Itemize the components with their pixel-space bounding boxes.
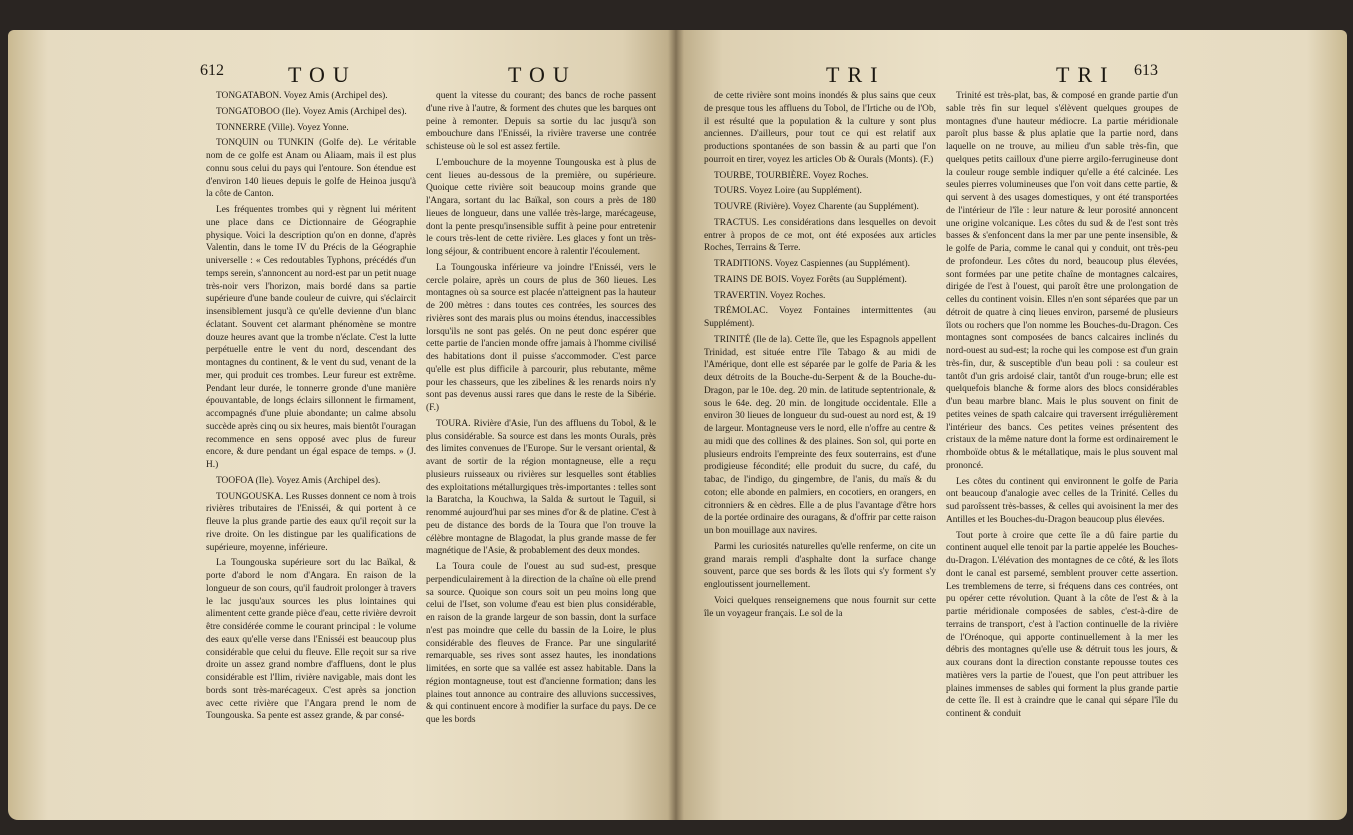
paragraph: TRAVERTIN. Voyez Roches. [714,290,826,301]
paragraph: L'embouchure de la moyenne Toungouska est à plus de cent lieues au-dessous de la première, ou supérieure. Quoique cette rivière soit beaucoup moins grande que l'Angara, sortant du lac Baïkal, son cours a près de 180 lieues de longueur, dans une vallée très-large, marécageuse, dont la pente presqu'insensible suffit à peine pour entretenir le cours très-lent de cette rivière. Les glaces y font un très-long séjour, & contribuent encore à ralentir l'écoulement. [426,157,656,257]
paragraph: TRAINS DE BOIS. Voyez Forêts (au Supplément). [714,274,907,285]
paragraph: TONNERRE (Ville). Voyez Yonne. [216,122,349,133]
text-column-left [704,90,936,623]
paragraph: La Toungouska supérieure sort du lac Baïkal, & porte d'abord le nom d'Angara. En raison de la longueur de son cours, qu'il faudroit prolonger à travers le lac jusqu'aux sources les plus lointaines qui alimentent cette grande pièce d'eau, cette rivière devroit être considérée comme le courant principal : le volume des eaux qu'elle verse dans l'Enisséi est beaucoup plus considérable que celui du fleuve. Elle reçoit sur sa rive droite un assez grand nombre d'affluens, dont le plus considérable est l'Ilim, rivière navigable, mais dont les bords sont très-marécageux. C'est après sa jonction avec cette rivière que l'Angara prend le nom de Toungouska. Sa pente est assez grande, & par consé- [206,558,416,722]
paragraph: TOURBE, TOURBIÈRE. Voyez Roches. [714,170,869,181]
left-page [8,30,676,820]
paragraph: Parmi les curiosités naturelles qu'elle renferme, on cite un grand marais rempli d'asphalte dont la surface change souvent, parce que ses bords & les îlots qui s'y forment s'y engloutissent journellement. [704,541,936,590]
paragraph: Voici quelques renseignemens que nous fournit sur cette île un voyageur français. Le sol de la [704,595,936,619]
running-head: TRI [1056,62,1116,87]
paragraph: TRÉMOLAC. Voyez Fontaines intermittentes (au Supplément). [704,306,936,329]
open-book [8,30,1347,820]
paragraph: Trinité est très-plat, bas, & composé en grande partie d'un sable très fin sur lequel s'élèvent quelques groupes de montagnes d'une hauteur médiocre. La partie méridionale paroît plus basse & plus aplatie que la partie nord, dans laquelle on ne trouve, au milieu d'un sable très-fin, que quelques petits cailloux d'une pierre argilo-ferrugineuse dont la couleur rouge semble indiquer qu'elle a été calcinée. Les seules pierres volumineuses que l'on voit dans cette partie, & qui servent à des usages domestiques, y ont été transportées de l'intérieur de l'île : leur nature & leur porosité annoncent une origine volcanique. Les côtes du sud & de l'est sont très basses & s'enfoncent dans la mer par une pente insensible, & le golfe de Paria, comme le canal qui y conduit, ont très-peu de profondeur. Les côtes du nord, beaucoup plus élevées, sont formées par une petite chaîne de montagnes calcaires, dirigée de l'est à l'ouest, qui paroît être une prolongation de celles du continent voisin. Elles n'en sont séparées que par un détroit de quatre à cinq lieues environ, parsemé de plusieurs îlots ou rochers que l'on nomme les Bouches-du-Dragon. Ces montagnes sont composées de bancs calcaires inclinés du nord-ouest au sud-est; la roche qui les compose est d'un grain très-fin, dur, & susceptible d'un beau poli : sa couleur est tantôt d'un gris ardoisé clair, tantôt d'un rouge-brun; elle est quelquefois blanche & forme alors des blocs considérables d'un beau marbre blanc. Mais le plus souvent on finit de petites veines de spath calcaire qui traversent irrégulièrement l'intérieur des bancs. Ces petites veines présentent des cristaux de la même nature dont la forme est ordinairement le rhomboïde obtus & le métallatique, mais le plus souvent mal prononcé. [946,91,1178,471]
paragraph: TOUVRE (Rivière). Voyez Charente (au Supplément). [714,202,919,212]
paragraph: TRACTUS. Les considérations dans lesquelles on devoit entrer à propos de ce mot, ont été exposées aux articles Roches, Terrains & Terre. [704,217,936,254]
paragraph: Les côtes du continent qui environnent le golfe de Paria ont beaucoup d'analogie avec celles de la Trinité. Celles du sud paroîssent très-basses, & celles qui avoisinent la mer des Antilles et les Bouches-du-Dragon beaucoup plus élevées. [946,476,1178,525]
text-column-left [206,90,416,726]
paragraph: TRADITIONS. Voyez Caspiennes (au Supplément). [714,259,910,269]
right-page [676,30,1347,820]
paragraph: TOURA. Rivière d'Asie, l'un des affluens du Tobol, & le plus considérable. Sa source est dans les monts Ourals, près des limites convenues de l'Europe. Sur le versant oriental, & avant de sortir de la région montagneuse, elle a reçu plusieurs ruisseaux ou rivières sur lesquelles sont établies des exploitations métallurgiques très-importantes : telles sont la Baratcha, la Kouchwa, la Salda & surtout le Taguil, si renommé aujourd'hui par ses mines d'or & de platine. C'est à peu de distance des bords de la Toura que l'on trouve la célèbre montagne de Blagodat, la plus grande masse de fer magnétique de l'Asie, & probablement des deux mondes. [426,418,656,557]
text-column-right [946,90,1178,724]
text-column-right [426,90,656,730]
paragraph: de cette rivière sont moins inondés & plus sains que ceux de presque tous les affluens du Tobol, de l'Irtiche ou de l'Ob, il est résulté que la population & la culture y sont plus anciennes. D'ailleurs, pour tout ce qui est relatif aux productions spontanées de son bassin & au parti que l'on pourroit en tirer, voyez les articles Ob & Ourals (Monts). (F.) [704,91,936,165]
paragraph: quent la vitesse du courant; des bancs de roche passent d'une rive à l'autre, & forment des chutes que les barques ont peine à remonter. Depuis sa sortie du lac jusqu'à son embouchure dans l'Enisséi, la rivière traverse une contrée schisteuse où le sol est assez fertile. [426,91,656,152]
paragraph: TONGATABON. Voyez Amis (Archipel des). [216,91,388,101]
paragraph: La Toungouska inférieure va joindre l'Enisséi, vers le cercle polaire, après un cours de plus de 360 lieues. Les montagnes où sa source est placée n'atteignent pas la hauteur de 200 mètres : dans toutes ces contrées, les sources des rivières sont des marais plus ou moins étendus, inaccessibles lorsqu'ils ne sont pas gelés. On ne peut donc espérer que cette partie de l'ancien monde offre jamais à l'homme civilisé des habitations dont il puisse s'accommoder. C'est parce qu'elle est plus difficile à parcourir, plus rebutante, même pour les chasseurs, que les zibelines & les renards noirs n'y sont pas devenus aussi rares que dans le reste de la Sibérie. (F.) [426,262,656,413]
paragraph: Tout porte à croire que cette île a dû faire partie du continent auquel elle tenoit par la partie appelée les Bouches-du-Dragon. L'élévation des montagnes de ce côté, & les îlots dont le canal est parsemé, semblent prouver cette assertion. Les tremblemens de terre, si fréquens dans ces contrées, ont pu opérer cette révolution. Quant à la côte de l'est & à la partie méridionale composées de sables, c'est-à-dire de terrains de transport, c'est à l'action continuelle de la rivière de l'Orénoque, qui apporte continuellement à la mer les débris des montagnes qu'elle use & détruit tous les jours, & aux courans dont la direction constante repousse toutes ces matières vers la partie de l'ouest, que l'on peut attribuer les plaines immenses de sables qui forment la plus grande partie de cette île. Il est à craindre que le canal qui sépare l'île du continent & conduit [946,530,1178,719]
book-gutter [668,30,684,820]
paragraph: TONGATOBOO (Ile). Voyez Amis (Archipel des). [216,106,407,117]
paragraph: TOOFOA (Ile). Voyez Amis (Archipel des). [216,475,381,486]
page-number: 613 [1134,62,1158,79]
paragraph: TOURS. Voyez Loire (au Supplément). [714,186,862,197]
running-head: TRI [826,62,886,87]
running-head: TOU [288,62,357,87]
paragraph: TOUNGOUSKA. Les Russes donnent ce nom à trois rivières tributaires de l'Enisséi, & qui portent à ce fleuve la plus grande partie des eaux qu'il reçoit sur la rive droite. On les distingue par les qualifications de supérieure, moyenne, inférieure. [206,491,416,553]
running-head: TOU [508,62,577,87]
paragraph: Les fréquentes trombes qui y règnent lui méritent une place dans ce Dictionnaire de Géographie physique. Voici la description qu'on en donne, d'après Valentin, dans le tome IV du Précis de la Géographie universelle : « Ces redoutables Typhons, précédés d'un temps serein, s'annoncent au nord-est par un petit nuage très-noir vers l'horizon, mais bordé dans sa partie supérieure d'une bande couleur de cuivre, qui s'éclaircit insensiblement jusqu'à ce qu'elle devienne d'un blanc éclatant. Souvent cet alarmant phénomène se montre douze heures avant que la trombe n'éclate. C'est la lutte perpétuelle entre le vent du nord, descendant des montagnes du continent, & le vent du sud, venant de la mer, qui produit ces trombes. Leur fureur est extrême. Pendant leur durée, le tonnerre gronde d'une manière épouvantable, de longs éclairs sillonnent le firmament, accompagnés d'une pluie abondante; un calme absolu succède après cinq ou six heures, mais bientôt l'ouragan recommence en sens opposé avec plus de fureur encore, & dure pendant un égal espace de temps. » (J. H.) [206,205,416,470]
page-number: 612 [200,62,224,79]
paragraph: TONQUIN ou TUNKIN (Golfe de). Le véritable nom de ce golfe est Anam ou Aliaam, mais il est plus connu sous celui du pays qui l'entoure. Son étendue est d'environ 140 lieues depuis le golfe de Heinoa jusqu'à la côte de Canton. [206,138,416,200]
paragraph: TRINITÉ (Ile de la). Cette île, que les Espagnols appellent Trinidad, est située entre l'île Tabago & au midi de l'Amérique, dont elle est séparée par le golfe de Paria & les deux détroits de la Bouche-du-Serpent & de la Bouche-du-Dragon, par le 10e. deg. 20 min. de latitude septentrionale, & sous le 64e. deg. 20 min. de longitude occidentale. Elle a environ 30 lieues de longueur du sud-ouest au nord est, & 19 de largeur. Montagneuse vers le nord, elle n'offre au centre & au midi que des collines & des plaines. Son sol, qui porte en plusieurs endroits l'empreinte des feux souterrains, est d'une prodigieuse fécondité; elle produit du sucre, du café, du tabac, de l'indigo, du gingembre, de l'anis, du maïs & du coton; elle abonde en palmiers, en cocotiers, en orangers, en citronniers & en cèdres. Elle a de plus l'avantage d'être hors de la portée ordinaire des ouragans, & d'offrir par cette raison un bon mouillage aux navires. [704,334,936,536]
paragraph: La Toura coule de l'ouest au sud sud-est, presque perpendiculairement à la direction de la chaîne où elle prend sa source. Quoique son cours soit un peu moins long que celui de l'Iset, son volume d'eau est bien plus considérable, en raison de la grande largeur de son bassin, dont la surface n'est pas moindre que celle du bassin de la Loire, le plus considérable des fleuves de France. Par une singularité remarquable, ses rives sont assez hautes, les inondations limitées, en sorte que sa vallée est assez habitable. Dans la région montagneuse, tout est d'ancienne formation; dans les plaines tout annonce au contraire des alluvions successives, & qui continuent encore à modifier la surface du pays. De ce que les bords [426,562,656,725]
